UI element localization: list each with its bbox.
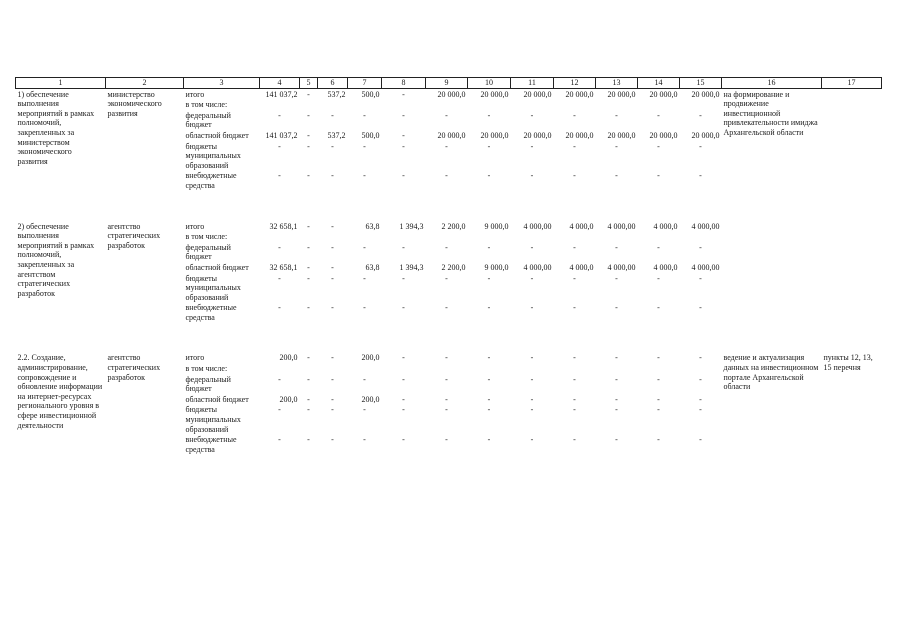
value-cell: -	[402, 435, 405, 445]
value-cell: -	[363, 374, 366, 384]
value-cell: 9 000,0	[484, 262, 509, 272]
value-cell: -	[657, 141, 660, 151]
value-cell: 20 000,0	[607, 89, 636, 99]
value-cell: -	[278, 242, 281, 252]
value-cell: -	[657, 171, 660, 181]
funding-source-label: итого	[185, 353, 205, 363]
value-cell: 32 658,1	[269, 262, 298, 272]
value-cell: -	[402, 89, 405, 99]
value-cell: -	[615, 303, 618, 313]
value-cell: -	[445, 405, 448, 415]
value-cell: -	[699, 110, 702, 120]
value-cell	[468, 99, 511, 110]
value-cell	[680, 231, 722, 242]
value-cell: -	[699, 394, 702, 404]
value-cell: -	[699, 141, 702, 151]
activity-name-cell: 2.2. Создание, администрирование, сопровождение и обновление информации на интернет-ресурсах регионального уровня в сфере инвестиционной деятельности	[17, 353, 103, 430]
value-cell: -	[530, 405, 534, 415]
value-cell: 4 000,00	[691, 262, 720, 272]
funding-source-label: в том числе:	[185, 232, 228, 242]
value-cell: -	[331, 110, 334, 120]
value-cell: -	[657, 303, 660, 313]
value-cell: -	[657, 405, 660, 415]
value-cell	[260, 363, 300, 374]
value-cell: -	[487, 394, 491, 404]
value-cell: -	[331, 435, 334, 445]
value-cell: 9 000,0	[484, 221, 509, 231]
funding-source-label: областной бюджет	[185, 394, 249, 404]
funding-source-label: итого	[185, 89, 205, 99]
value-cell: -	[530, 374, 534, 384]
funding-source-label: бюджеты муниципальных образований	[185, 405, 241, 434]
value-cell: 4 000,00	[523, 221, 552, 231]
value-cell: -	[331, 171, 334, 181]
value-cell: -	[331, 394, 334, 404]
value-cell: -	[307, 435, 310, 445]
value-cell: -	[402, 405, 405, 415]
value-cell: -	[487, 110, 491, 120]
value-cell: -	[307, 353, 310, 363]
value-cell	[680, 363, 722, 374]
value-cell: -	[445, 394, 448, 404]
value-cell	[348, 231, 382, 242]
value-cell: -	[615, 242, 618, 252]
value-cell	[426, 363, 468, 374]
value-cell: -	[573, 242, 576, 252]
value-cell	[382, 363, 426, 374]
value-cell: 141 037,2	[265, 89, 298, 99]
value-cell: -	[278, 110, 281, 120]
value-cell: -	[487, 242, 491, 252]
value-cell: 500,0	[361, 89, 380, 99]
table-row	[16, 352, 882, 363]
value-cell: 20 000,0	[565, 130, 594, 140]
column-header-3: 3	[184, 78, 260, 89]
column-header-4: 4	[260, 78, 300, 89]
value-cell: -	[307, 89, 310, 99]
value-cell: -	[402, 141, 405, 151]
value-cell: -	[278, 141, 281, 151]
value-cell: 20 000,0	[437, 130, 466, 140]
value-cell: -	[363, 171, 366, 181]
value-cell: -	[278, 273, 281, 283]
value-cell: -	[487, 405, 491, 415]
value-cell	[260, 99, 300, 110]
spacer-cell	[16, 191, 882, 221]
value-cell: -	[331, 303, 334, 313]
value-cell: 63,8	[365, 262, 380, 272]
value-cell: -	[615, 353, 618, 363]
value-cell: -	[445, 110, 448, 120]
value-cell: 1 394,3	[399, 262, 424, 272]
value-cell: -	[530, 435, 534, 445]
value-cell: -	[530, 171, 534, 181]
value-cell: -	[487, 171, 491, 181]
value-cell	[680, 99, 722, 110]
value-cell: 200,0	[279, 353, 298, 363]
value-cell: 20 000,0	[649, 130, 678, 140]
value-cell: -	[278, 435, 281, 445]
value-cell: 32 658,1	[269, 221, 298, 231]
value-cell: -	[615, 394, 618, 404]
value-cell: -	[331, 262, 334, 272]
table-body	[16, 88, 882, 454]
value-cell: -	[363, 273, 366, 283]
value-cell	[300, 231, 318, 242]
value-cell: 537,2	[327, 130, 346, 140]
value-cell	[318, 363, 348, 374]
executor-cell: министерство экономического развития	[107, 89, 162, 118]
value-cell: -	[530, 394, 534, 404]
activity-name-cell: 1) обеспечение выполнения мероприятий в рамках полномочий, закрепленных за министерством экономического развития	[17, 89, 95, 166]
value-cell: -	[445, 141, 448, 151]
value-cell: -	[307, 171, 310, 181]
value-cell: 20 000,0	[523, 89, 552, 99]
value-cell: -	[699, 353, 702, 363]
value-cell: -	[573, 171, 576, 181]
funding-source-label: бюджеты муниципальных образований	[185, 273, 241, 302]
value-cell: -	[278, 405, 281, 415]
value-cell: 4 000,00	[691, 221, 720, 231]
column-header-8: 8	[382, 78, 426, 89]
value-cell	[596, 231, 638, 242]
value-cell	[596, 363, 638, 374]
value-cell: 20 000,0	[565, 89, 594, 99]
value-cell: -	[573, 353, 576, 363]
spacer-cell	[16, 322, 882, 352]
value-cell: -	[363, 242, 366, 252]
value-cell: -	[445, 242, 448, 252]
value-cell: -	[657, 273, 660, 283]
value-cell: -	[657, 110, 660, 120]
value-cell: -	[615, 110, 618, 120]
value-cell: -	[363, 110, 366, 120]
activity-name-cell: 2) обеспечение выполнения мероприятий в рамках полномочий, закрепленных за агентством стратегических разработок	[17, 221, 95, 298]
value-cell: -	[699, 242, 702, 252]
reference-cell	[822, 88, 882, 190]
value-cell: 2 200,0	[441, 262, 466, 272]
value-cell	[318, 231, 348, 242]
value-cell: -	[573, 141, 576, 151]
column-header-10: 10	[468, 78, 511, 89]
value-cell: 200,0	[361, 394, 380, 404]
value-cell: -	[530, 353, 534, 363]
value-cell: 4 000,0	[569, 262, 594, 272]
table-row	[16, 88, 882, 99]
value-cell: -	[307, 242, 310, 252]
value-cell	[511, 363, 554, 374]
value-cell: 4 000,00	[607, 221, 636, 231]
funding-source-label: областной бюджет	[185, 262, 249, 272]
value-cell	[318, 99, 348, 110]
value-cell: -	[307, 273, 310, 283]
value-cell: -	[657, 374, 660, 384]
result-cell: на формирование и продвижение инвестиционной привлекательности имиджа Архангельской области	[723, 89, 818, 137]
value-cell	[300, 99, 318, 110]
executor-cell: агентство стратегических разработок	[107, 353, 161, 382]
value-cell: -	[445, 171, 448, 181]
value-cell: 20 000,0	[691, 130, 720, 140]
value-cell: 20 000,0	[480, 130, 509, 140]
value-cell: 2 200,0	[441, 221, 466, 231]
value-cell: 1 394,3	[399, 221, 424, 231]
reference-cell	[822, 221, 882, 323]
value-cell: -	[307, 130, 310, 140]
column-header-1: 1	[16, 78, 106, 89]
value-cell: -	[445, 353, 448, 363]
value-cell: 4 000,0	[569, 221, 594, 231]
value-cell: -	[530, 242, 534, 252]
value-cell	[596, 99, 638, 110]
value-cell: -	[699, 374, 702, 384]
funding-source-label: областной бюджет	[185, 130, 249, 140]
value-cell: -	[487, 303, 491, 313]
value-cell: -	[402, 303, 405, 313]
result-cell	[722, 221, 822, 323]
value-cell	[300, 363, 318, 374]
column-header-15: 15	[680, 78, 722, 89]
value-cell: -	[657, 394, 660, 404]
value-cell: -	[573, 303, 576, 313]
funding-source-label: федеральный бюджет	[185, 242, 231, 262]
value-cell: 4 000,00	[523, 262, 552, 272]
value-cell	[426, 231, 468, 242]
value-cell: 200,0	[361, 353, 380, 363]
value-cell: -	[615, 171, 618, 181]
value-cell: 200,0	[279, 394, 298, 404]
value-cell: -	[699, 303, 702, 313]
value-cell	[511, 99, 554, 110]
value-cell: -	[402, 273, 405, 283]
value-cell: -	[363, 405, 366, 415]
value-cell	[638, 363, 680, 374]
value-cell: -	[487, 353, 491, 363]
budget-table	[15, 77, 882, 454]
value-cell: -	[615, 374, 618, 384]
column-header-2: 2	[106, 78, 184, 89]
value-cell	[426, 99, 468, 110]
column-header-5: 5	[300, 78, 318, 89]
value-cell: 4 000,00	[607, 262, 636, 272]
value-cell: 20 000,0	[649, 89, 678, 99]
executor-cell: агентство стратегических разработок	[107, 221, 161, 250]
funding-source-label: федеральный бюджет	[185, 374, 231, 394]
funding-source-label: федеральный бюджет	[185, 110, 231, 130]
value-cell: -	[573, 374, 576, 384]
value-cell: -	[307, 262, 310, 272]
value-cell: -	[487, 435, 491, 445]
funding-source-label: внебюджетные средства	[185, 303, 237, 322]
value-cell: -	[307, 374, 310, 384]
value-cell	[348, 363, 382, 374]
value-cell: -	[331, 273, 334, 283]
funding-source-label: в том числе:	[185, 100, 228, 110]
funding-source-label: итого	[185, 221, 205, 231]
value-cell	[638, 99, 680, 110]
value-cell: -	[573, 405, 576, 415]
funding-source-label: бюджеты муниципальных образований	[185, 141, 241, 170]
result-cell: ведение и актуализация данных на инвестиционном портале Архангельской области	[723, 353, 819, 392]
column-header-17: 17	[822, 78, 882, 89]
value-cell: -	[487, 141, 491, 151]
value-cell	[468, 363, 511, 374]
column-header-16: 16	[722, 78, 822, 89]
value-cell: -	[445, 435, 448, 445]
value-cell: -	[331, 242, 334, 252]
value-cell: 4 000,0	[653, 262, 678, 272]
value-cell: -	[331, 374, 334, 384]
value-cell: -	[699, 171, 702, 181]
value-cell: -	[573, 273, 576, 283]
value-cell: -	[699, 273, 702, 283]
column-header-13: 13	[596, 78, 638, 89]
value-cell: -	[278, 374, 281, 384]
value-cell: -	[363, 303, 366, 313]
value-cell: 141 037,2	[265, 130, 298, 140]
column-number-row	[16, 78, 882, 89]
value-cell: -	[363, 435, 366, 445]
value-cell: -	[363, 141, 366, 151]
value-cell: -	[573, 435, 576, 445]
value-cell	[554, 99, 596, 110]
column-header-12: 12	[554, 78, 596, 89]
value-cell: -	[278, 171, 281, 181]
value-cell: -	[331, 353, 334, 363]
value-cell: -	[615, 405, 618, 415]
value-cell: -	[331, 221, 334, 231]
value-cell: -	[445, 303, 448, 313]
value-cell: -	[615, 273, 618, 283]
value-cell	[554, 231, 596, 242]
value-cell: 20 000,0	[437, 89, 466, 99]
value-cell: -	[657, 242, 660, 252]
funding-source-label: внебюджетные средства	[185, 435, 237, 454]
value-cell	[554, 363, 596, 374]
block-spacer	[16, 191, 882, 221]
value-cell: 500,0	[361, 130, 380, 140]
value-cell: -	[402, 110, 405, 120]
value-cell: -	[331, 141, 334, 151]
value-cell	[511, 231, 554, 242]
value-cell: -	[307, 141, 310, 151]
funding-source-label: в том числе:	[185, 364, 228, 374]
value-cell: -	[657, 353, 660, 363]
reference-cell: пункты 12, 13, 15 перечня	[823, 353, 873, 373]
value-cell: -	[615, 141, 618, 151]
column-header-6: 6	[318, 78, 348, 89]
value-cell: -	[445, 374, 448, 384]
value-cell: -	[402, 171, 405, 181]
value-cell: 20 000,0	[480, 89, 509, 99]
value-cell: -	[278, 303, 281, 313]
value-cell: -	[307, 221, 310, 231]
value-cell	[348, 99, 382, 110]
column-header-9: 9	[426, 78, 468, 89]
column-header-7: 7	[348, 78, 382, 89]
value-cell: -	[402, 374, 405, 384]
value-cell: -	[530, 303, 534, 313]
column-header-14: 14	[638, 78, 680, 89]
value-cell	[260, 231, 300, 242]
funding-source-label: внебюджетные средства	[185, 171, 237, 190]
value-cell	[382, 231, 426, 242]
value-cell: -	[307, 405, 310, 415]
table-row	[16, 221, 882, 232]
value-cell	[638, 231, 680, 242]
value-cell: -	[402, 394, 405, 404]
value-cell	[382, 99, 426, 110]
value-cell: -	[699, 435, 702, 445]
value-cell: 537,2	[327, 89, 346, 99]
value-cell: 20 000,0	[607, 130, 636, 140]
value-cell: -	[307, 110, 310, 120]
value-cell: 63,8	[365, 221, 380, 231]
value-cell: -	[657, 435, 660, 445]
column-header-11: 11	[511, 78, 554, 89]
value-cell: -	[530, 273, 534, 283]
value-cell: -	[331, 405, 334, 415]
value-cell: -	[615, 435, 618, 445]
value-cell: -	[699, 405, 702, 415]
value-cell: -	[307, 303, 310, 313]
value-cell: -	[487, 273, 491, 283]
value-cell: 4 000,0	[653, 221, 678, 231]
value-cell: -	[530, 110, 534, 120]
value-cell: -	[487, 374, 491, 384]
value-cell: -	[402, 242, 405, 252]
value-cell: -	[402, 353, 405, 363]
value-cell: -	[573, 394, 576, 404]
block-spacer	[16, 322, 882, 352]
value-cell: -	[307, 394, 310, 404]
value-cell: -	[573, 110, 576, 120]
value-cell: -	[402, 130, 405, 140]
value-cell	[468, 231, 511, 242]
value-cell: 20 000,0	[523, 130, 552, 140]
value-cell: -	[445, 273, 448, 283]
value-cell: -	[530, 141, 534, 151]
value-cell: 20 000,0	[691, 89, 720, 99]
